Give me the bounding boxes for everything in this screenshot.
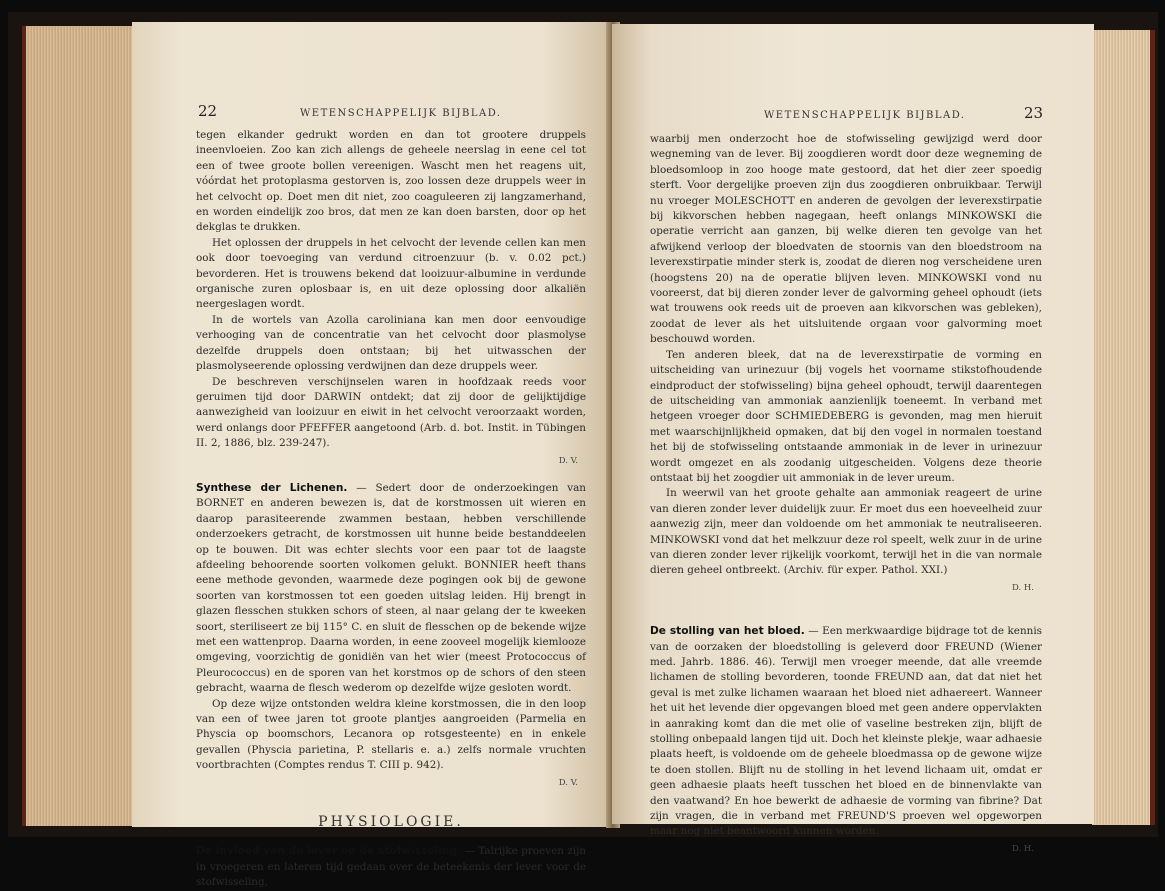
left-paragraph: De beschreven verschijnselen waren in hoofdzaak reeds voor geruimen tijd door DARWIN ontdekt; dat zij door de gelijktijdige aanwezigheid van looizuur en eiwit in het celvocht veroorzaakt worden, werd onlangs door PFEFFER aangetoond (Arb. d. bot. Instit. in Tübingen II. 2, 1886, blz. 239-247). bbox=[196, 375, 586, 450]
lichenen-text: — Sedert door de onderzoekingen van BORNET en anderen bewezen is, dat de korstmossen uit wieren en daarop parasiteerende zwammen bestaan, hebben verschillende onderzoekers getracht, de korstmossen uit hunne beide bestanddeelen op te bouwen. Dit was echter slechts voor een paar tot de laagste afdeeling behoorende soorten volkomen gelukt. BONNIER heeft thans eene methode gevonden, waarmede deze pogingen ook bij de gewone soorten van korstmossen tot een goeden uitslag leiden. Hij brengt in glazen flesschen stukken schors of steen, al naar gelang der te kweeken soort, steriliseert ze bij 115° C. en sluit de flesschen op de bekende wijze met een wattenprop. Daarna worden, in eene zooveel mogelijk kiemlooze omgeving, voorzichtig de gonidiën van het wier (meest Protococcus of Pleurococcus) en de sporen van het korstmos op de schors of den steen gebracht, waarna de flesch wederom op dezelfde wijze gesloten wordt. bbox=[196, 481, 586, 695]
left-paragraph: tegen elkander gedrukt worden en dan tot grootere druppels ineenvloeien. Zoo kan zich allengs de geheele neerslag in eene cel tot een of twee groote bollen vereenigen. Wascht men het reagens uit, vóórdat het protoplasma gestorven is, zoo lossen deze druppels weer in het celvocht op. Doet men dit niet, zoo coaguleeren zij langzamerhand, en worden eindelijk zoo bros, dat men ze kan doen barsten, door op het dekglas te drukken. bbox=[196, 129, 586, 234]
left-page-number: 22 bbox=[198, 102, 218, 120]
left-page-body bbox=[196, 128, 586, 891]
lichenen-paragraph bbox=[196, 481, 586, 697]
right-paragraph: waarbij men onderzocht hoe de stofwisseling gewijzigd werd door wegneming van de lever. Bij zoogdieren wordt door deze wegneming de bloedsomloop in zoo hooge mate gestoord, dat het dier zeer spoedig sterft. Voor dergelijke proeven zijn dus zoogdieren onbruikbaar. Terwijl nu vroeger MOLESCHOTT en anderen de gevolgen der leverexstirpatie bij kikvorschen hebben nagegaan, heeft onlangs MINKOWSKI die operatie verricht aan ganzen, bij welke dieren ten gevolge van het afwijkend verloop der bloedvaten de stoornis van den bloedstroom na leverexstirpatie minder sterk is, zoodat de dieren nog verscheidene uren (hoogstens 20) na de operatie blijven leven. MINKOWSKI vond nu vooreerst, dat bij dieren zonder lever de galvorming geheel ophoudt (iets wat trouwens ook reeds uit de proeven aan kikvorschen was gebleken), zoodat de lever als het uitsluitende orgaan voor galvorming moet beschouwd worden. bbox=[650, 133, 1042, 346]
left-paragraph: Het oplossen der druppels in het celvocht der levende cellen kan men ook door toevoeging van verdund citroenzuur (b. v. 0.02 pct.) bevorderen. Het is trouwens bekend dat looizuur-albumine in verdunde organische zuren oplosbaar is, en uit deze oplossing door alkaliën neergeslagen wordt. bbox=[196, 236, 586, 311]
right-paragraph: In weerwil van het groote gehalte aan ammoniak reageert de urine van dieren zonder lever duidelijk zuur. Er moet dus een hoeveelheid zuur aanwezig zijn, meer dan voldoende om het ammoniak te neutraliseeren. MINKOWSKI vond dat het melkzuur deze rol speelt, welk zuur in de urine van dieren zonder lever rijkelijk voorkomt, terwijl het in die van normale dieren geheel ontbreekt. (Archiv. für exper. Pathol. XXI.) bbox=[650, 487, 1042, 577]
page-edges-right bbox=[1092, 30, 1155, 825]
stolling-text: — Een merkwaardige bijdrage tot de kennis van de oorzaken der bloedstolling is geleverd door FREUND (Wiener med. Jahrb. 1886. 46). Terwijl men vroeger meende, dat alle vreemde lichamen de stolling bevorderen, toonde FREUND aan, dat dat niet het geval is met zulke lichamen waaraan het bloed niet adhaereert. Wanneer het uit het levende dier opgevangen bloed met geen andere oppervlakten in aanraking komt dan die met olie of vaseline bestreken zijn, blijft de stolling onbepaald langen tijd uit. Doch het kleinste plekje, waar adhaesie plaats heeft, is voldoende om de geheele bloedmassa op de gewone wijze te doen stollen. Blijft nu de stolling in het levend lichaam uit, omdat er geen adhaesie plaats heeft tusschen het bloed en de binnenvlakte van den vaatwand? En hoe bewerkt de adhaesie de vorming van fibrine? Dat zijn vragen, die in verband met FREUND'S proeven wel opgeworpen maar nog niet beantwoord kunnen worden. bbox=[650, 625, 1042, 838]
right-page bbox=[612, 24, 1094, 854]
page-edges-left bbox=[22, 26, 146, 826]
lever-text: — Talrijke proeven zijn in vroegeren en lateren tijd gedaan over de beteekenis der lever voor de stofwisseling, bbox=[196, 845, 586, 889]
left-running-head: WETENSCHAPPELIJK BIJBLAD. bbox=[300, 108, 502, 119]
signature-dv: D. V. bbox=[558, 455, 578, 466]
right-page-body bbox=[650, 132, 1042, 857]
right-running-head: WETENSCHAPPELIJK BIJBLAD. bbox=[764, 110, 966, 121]
stolling-paragraph bbox=[650, 624, 1042, 840]
heading-stolling-bloed: De stolling van het bloed. bbox=[650, 625, 805, 638]
heading-invloed-lever: De invloed van de lever op de stofwisseling. bbox=[196, 845, 462, 858]
section-title-physiologie: PHYSIOLOGIE. bbox=[318, 814, 464, 831]
signature-dv: D. V. bbox=[558, 777, 578, 788]
right-paragraph: Ten anderen bleek, dat na de leverexstirpatie de vorming en uitscheiding van urinezuur (bij vogels het voorname stikstofhoudende eindproduct der stofwisseling) bijna geheel ophoudt, terwijl daarentegen de uitscheiding van ammoniak aanzienlijk toeneemt. In verband met hetgeen vroeger door SCHMIEDEBERG is gevonden, mag men hieruit met waarschijnlijkheid opmaken, dat bij den vogel in normalen toestand het bij de stofwisseling ontstaande ammoniak in de lever in urinezuur wordt omgezet en als zoodanig uitgescheiden. Volgens deze theorie ontstaat bij het zoogdier uit ammoniak in de lever ureum. bbox=[650, 348, 1042, 484]
signature-dh: D. H. bbox=[1011, 582, 1034, 593]
left-page bbox=[132, 22, 616, 889]
left-paragraph: Op deze wijze ontstonden weldra kleine korstmossen, die in den loop van een of twee jaren tot groote plantjes aangroeiden (Parmelia en Physcia op boomschors, Lecanora op rotsgesteente) en in enkele gevallen (Physcia parietina, P. stellaris e. a.) zelfs normale vruchten voortbrachten (Comptes rendus T. CIII p. 942). bbox=[196, 697, 586, 772]
lever-paragraph bbox=[196, 844, 586, 890]
left-paragraph: In de wortels van Azolla caroliniana kan men door eenvoudige verhooging van de concentratie van het celvocht door plasmolyse dezelfde druppels doen ontstaan; bij het uitwasschen der plasmolyseerende oplossing verdwijnen dan deze druppels weer. bbox=[196, 313, 586, 373]
right-page-number: 23 bbox=[1024, 104, 1044, 122]
heading-synthese-lichenen: Synthese der Lichenen. bbox=[196, 481, 348, 494]
signature-dh: D. H. bbox=[1011, 843, 1034, 854]
